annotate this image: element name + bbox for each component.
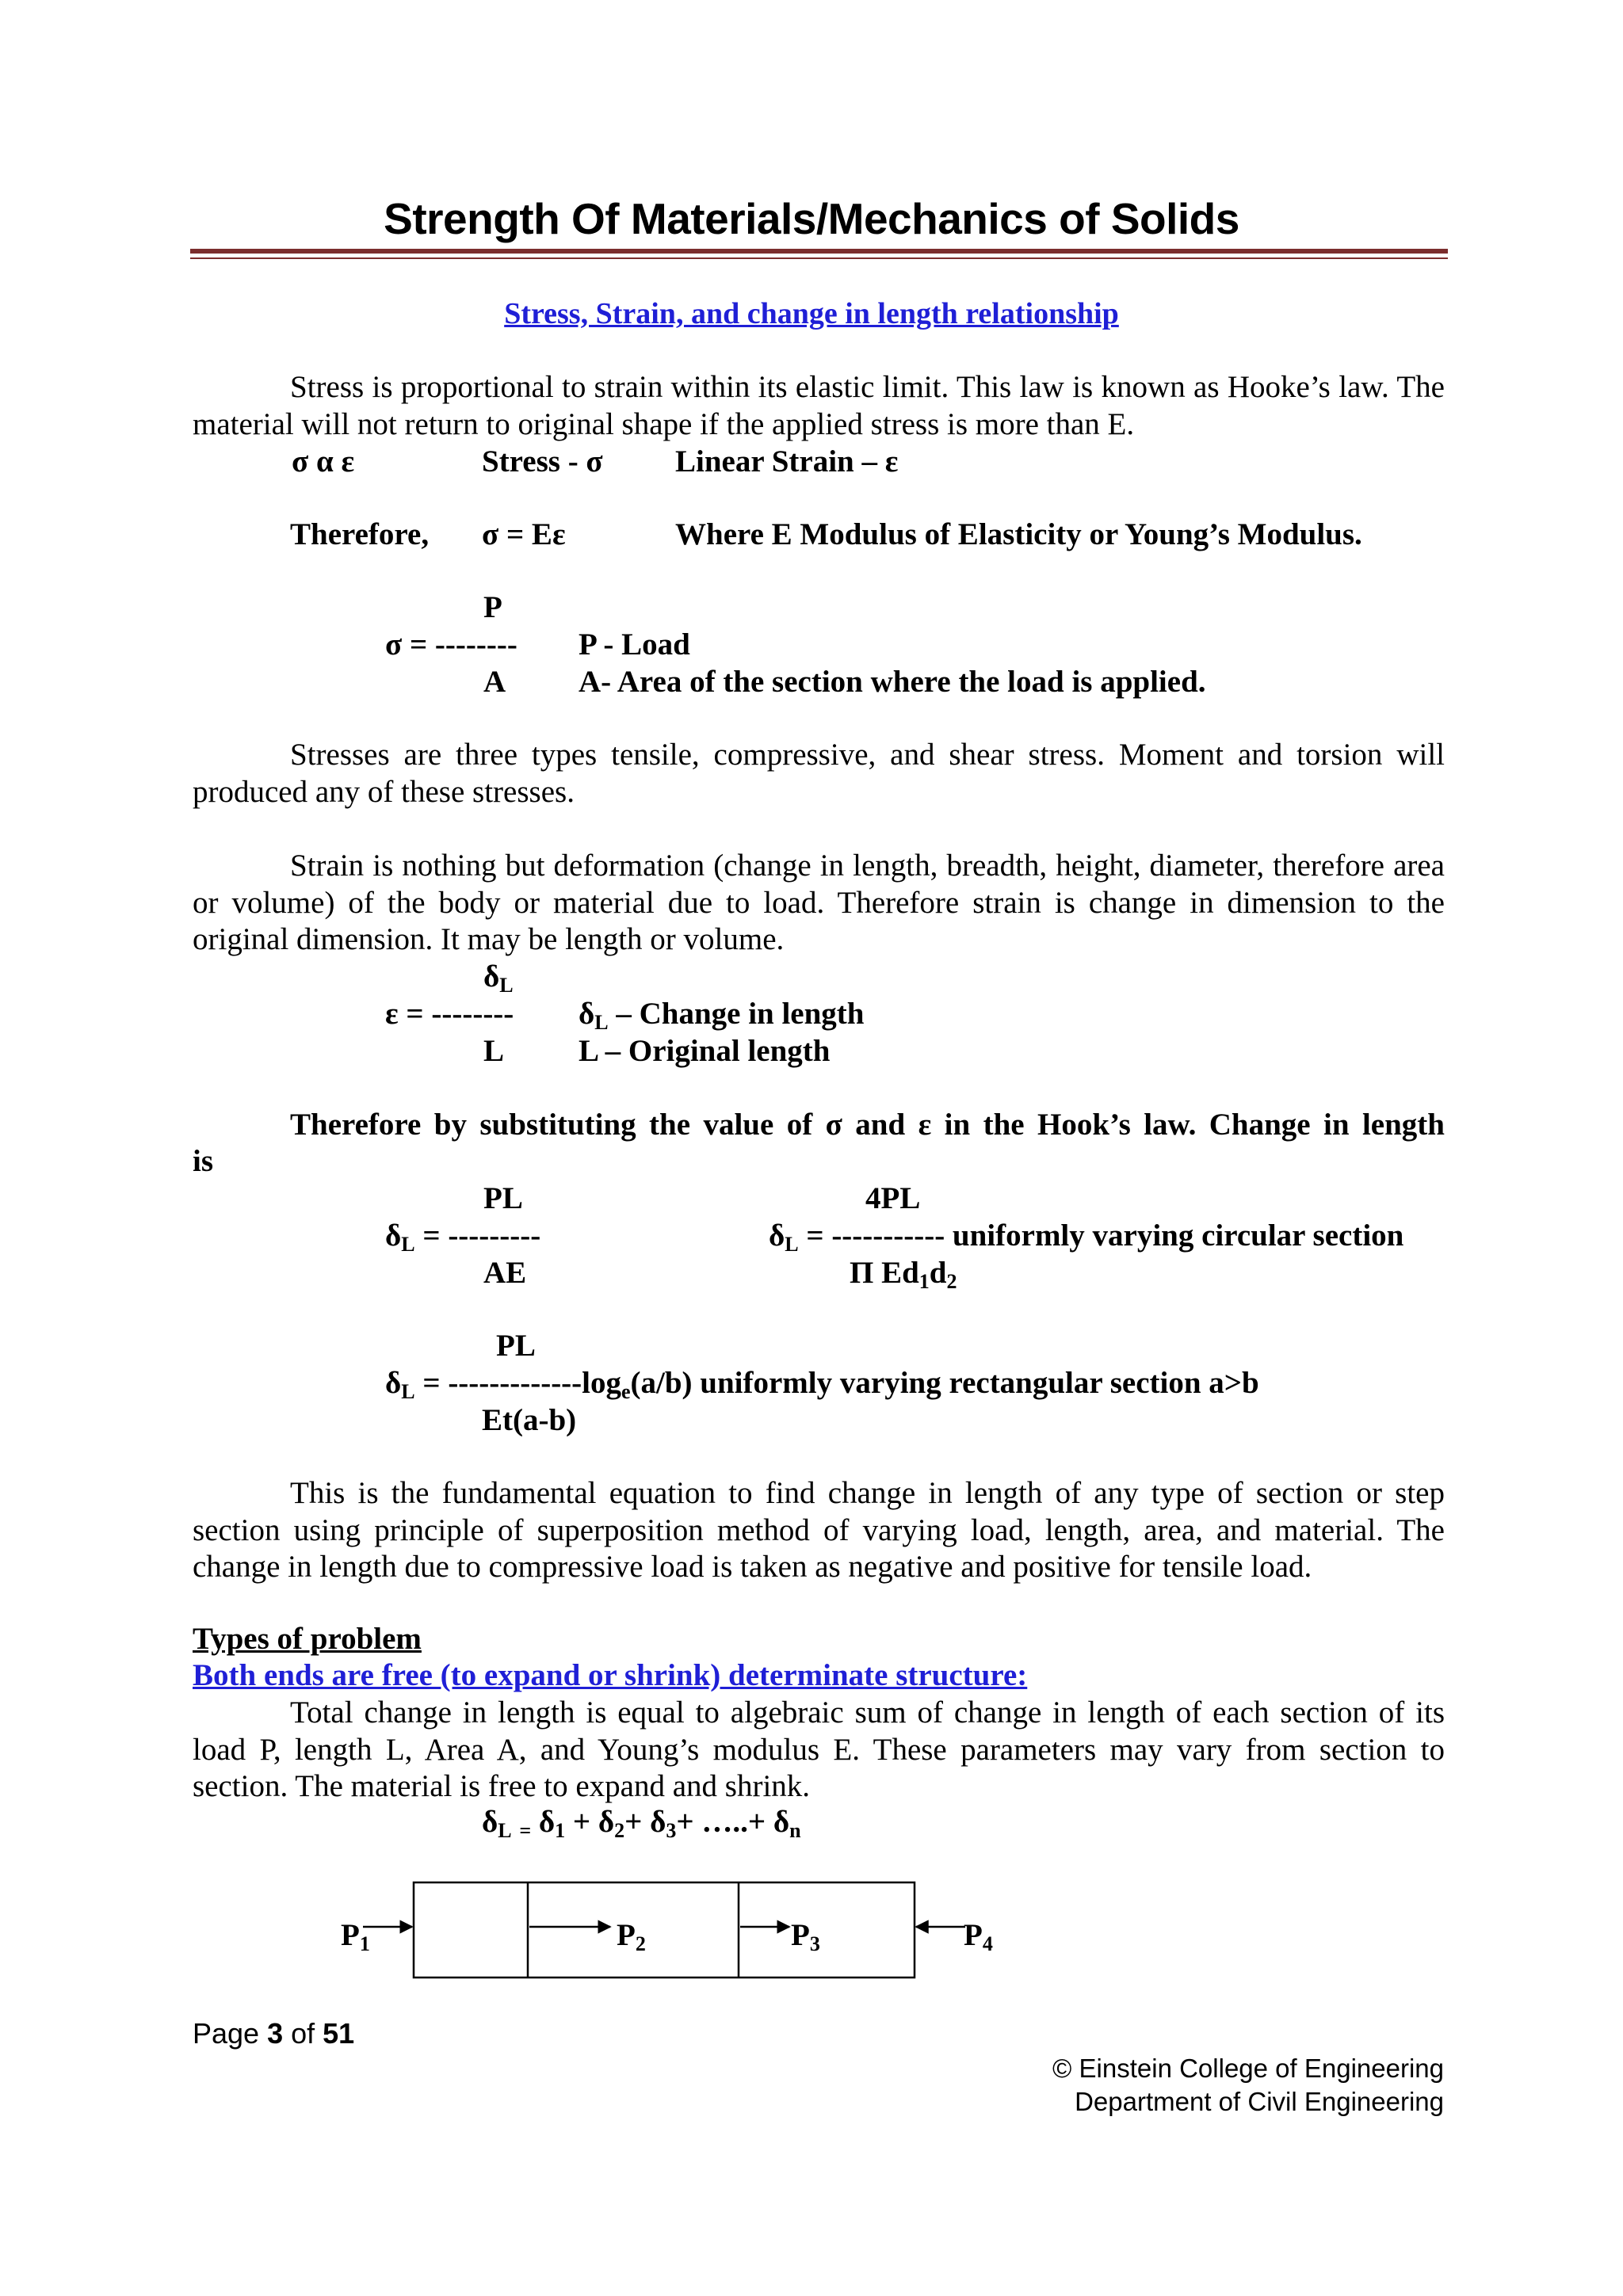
free-ends-heading-link[interactable]: Both ends are free (to expand or shrink) determinate structure: bbox=[193, 1658, 1028, 1692]
page-number: Page 3 of 51 bbox=[193, 2017, 355, 2050]
load-label-p4: $P_4$ bbox=[964, 1918, 993, 1955]
load-label-p1: $P_1$ bbox=[341, 1918, 370, 1955]
header-title: Strength Of Materials/Mechanics of Solids bbox=[384, 194, 1239, 243]
strain-formula-lhs: ε = -------- bbox=[385, 997, 514, 1031]
stress-numerator: P bbox=[483, 590, 502, 624]
fundamental-paragraph: This is the fundamental equation to find change in length of any type of section or step section using principle of superposition method of varying load, length, area, and material. The change in length due to compressive load is taken as negative and positive for tensile load. bbox=[193, 1476, 1445, 1584]
therefore-label: Therefore, bbox=[290, 517, 430, 551]
stress-types-paragraph: Stresses are three types tensile, compressive, and shear stress. Moment and torsion will produced any of these stresses. bbox=[193, 738, 1445, 809]
modulus-note: Where E Modulus of Elasticity or Young’s Modulus. bbox=[675, 517, 1362, 551]
stress-label: Stress - σ bbox=[482, 444, 603, 479]
strain-paragraph: Strain is nothing but deformation (change in length, breadth, height, diameter, therefore area or volume) of the body or material due to load. Therefore strain is change in dimension to the original dimension. It may be length or volume. bbox=[193, 849, 1445, 956]
hooke-formula: σ = Eε bbox=[482, 517, 566, 551]
strain-label: Linear Strain – ε bbox=[675, 444, 899, 479]
uniform-numerator: PL bbox=[483, 1181, 523, 1215]
area-definition: A- Area of the section where the load is applied. bbox=[579, 665, 1206, 699]
proportional-symbol: σ α ε bbox=[292, 444, 355, 479]
change-in-length-definition: $\delta_L$ – Change in length bbox=[579, 997, 865, 1034]
rect-denominator: Et(a-b) bbox=[482, 1403, 577, 1437]
substitution-line: Therefore by substituting the value of σ and ε in the Hook’s law. Change in length bbox=[290, 1108, 1445, 1142]
strain-numerator: $\delta_L$ bbox=[483, 959, 514, 997]
total-change-formula: $\delta_L$ $_=$ $\delta_1 + \delta_2+ \delta_3+$ …..+ $\delta_n$ bbox=[482, 1805, 801, 1842]
uniform-formula: $\delta_L$ = --------- bbox=[385, 1219, 541, 1256]
circular-denominator: Π $Ed_1d_2$ bbox=[850, 1256, 957, 1293]
types-heading: Types of problem bbox=[193, 1622, 422, 1656]
footer-department: Department of Civil Engineering bbox=[1075, 2087, 1444, 2116]
uniform-denominator: AE bbox=[483, 1256, 527, 1290]
strain-denominator: L bbox=[483, 1034, 505, 1068]
substitution-line-end: is bbox=[193, 1144, 214, 1178]
load-label-p3: $P_3$ bbox=[791, 1918, 820, 1955]
footer-copyright: © Einstein College of Engineering bbox=[1052, 2054, 1444, 2083]
stress-formula-lhs: σ = -------- bbox=[385, 627, 517, 662]
rect-numerator: PL bbox=[496, 1329, 536, 1363]
intro-paragraph: Stress is proportional to strain within its elastic limit. This law is known as Hooke’s law. The material will not return to original shape if the applied stress is more than E. bbox=[193, 370, 1445, 441]
load-label-p2: $P_2$ bbox=[617, 1918, 646, 1955]
original-length-definition: L – Original length bbox=[579, 1034, 831, 1068]
stress-denominator: A bbox=[483, 665, 506, 699]
rect-formula: $\delta_L = -------------\log_e(a/b)$ uniformly varying rectangular section a>b bbox=[385, 1366, 1259, 1403]
bar-outline bbox=[414, 1882, 915, 1978]
free-ends-paragraph: Total change in length is equal to algebraic sum of change in length of each section of its load P, length L, Area A, and Young’s modulus E. These parameters may vary from section to section. The material is free to expand and shrink. bbox=[193, 1695, 1445, 1803]
load-definition: P - Load bbox=[579, 627, 690, 662]
section-title-link[interactable]: Stress, Strain, and change in length relationship bbox=[504, 297, 1119, 330]
circular-numerator: 4PL bbox=[865, 1181, 921, 1215]
circular-formula: $\delta_L$ = ----------- uniformly varying circular section bbox=[769, 1219, 1404, 1256]
